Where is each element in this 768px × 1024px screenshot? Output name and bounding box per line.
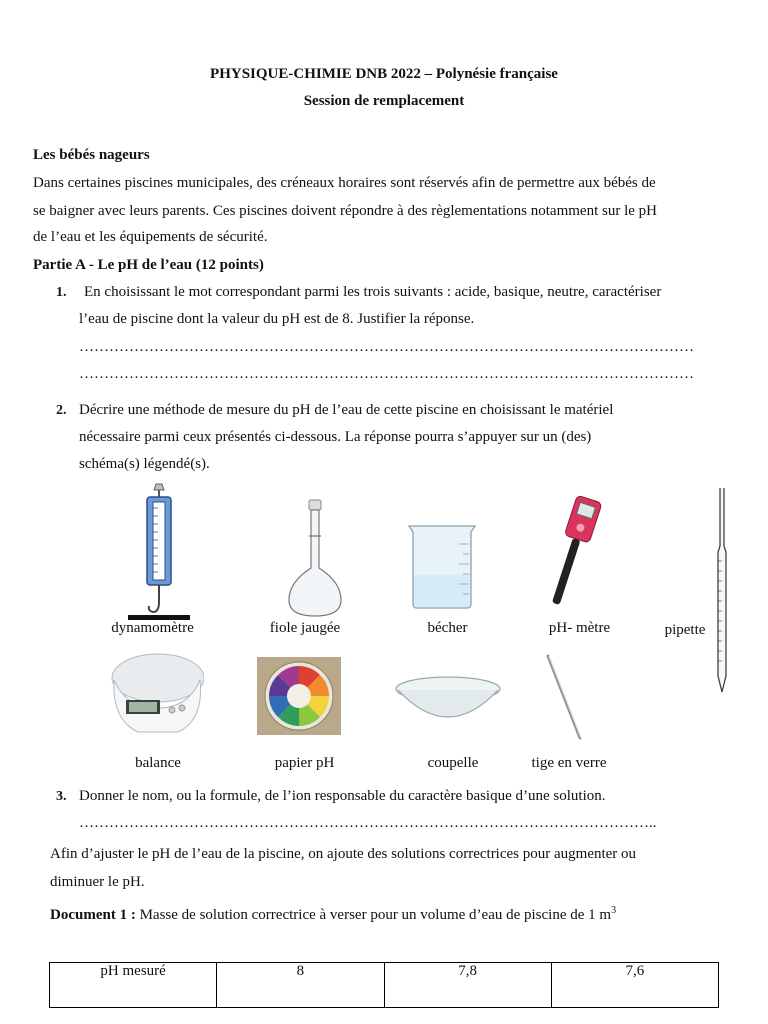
label-papier-ph: papier pH <box>274 755 335 771</box>
dynamometer-image <box>125 480 195 622</box>
balance-image <box>108 650 204 738</box>
document-1-text: Masse de solution correctrice à verser pour un volume d’eau de piscine de 1 m <box>135 907 612 923</box>
table-row <box>50 963 719 1008</box>
beaker-image <box>405 520 479 612</box>
label-coupelle: coupelle <box>427 755 479 771</box>
ph-meter-image <box>545 495 605 613</box>
label-becher: bécher <box>427 620 468 636</box>
table-cell-ph-7-6: 7,6 <box>551 963 718 1008</box>
answer-line[interactable]: …………………………………………………………………………………………………………… <box>79 366 694 382</box>
answer-line[interactable]: …………………………………………………………………………………………………………… <box>79 339 694 355</box>
watch-glass-image <box>393 673 503 721</box>
section-heading: Les bébés nageurs <box>33 147 150 163</box>
question-1-line-2: l’eau de piscine dont la valeur du pH est de 8. Justifier la réponse. <box>79 311 475 327</box>
part-a-heading: Partie A - Le pH de l’eau (12 points) <box>33 257 264 273</box>
volumetric-flask-image <box>285 498 347 620</box>
question-3-number: 3. <box>56 789 67 804</box>
label-fiole-jaugee: fiole jaugée <box>269 620 341 636</box>
answer-line[interactable]: …………………………………………………………………………………………………….. <box>79 815 657 831</box>
page-subtitle: Session de remplacement <box>303 93 465 109</box>
question-1-line-1: En choisissant le mot correspondant parmi les trois suivants : acide, basique, neutre, caractériser <box>84 284 662 300</box>
question-3-line: Donner le nom, ou la formule, de l’ion responsable du caractère basique d’une solution. <box>79 788 606 804</box>
intro-line-2: se baigner avec leurs parents. Ces piscines doivent répondre à des règlementations notamment sur le pH <box>33 203 657 219</box>
document-1-caption <box>50 905 616 924</box>
question-1-number: 1. <box>56 285 67 300</box>
document-1-label: Document 1 : <box>50 907 136 923</box>
question-2-line-1: Décrire une méthode de mesure du pH de l’eau de cette piscine en choisissant le matériel <box>79 402 614 418</box>
document-1-table <box>49 962 719 1008</box>
table-cell-ph-8: 8 <box>217 963 384 1008</box>
label-dynamometre: dynamomètre <box>111 620 194 636</box>
adjust-line-1: Afin d’ajuster le pH de l’eau de la piscine, on ajoute des solutions correctrices pour augmenter ou <box>50 846 637 862</box>
table-cell-ph-7-8: 7,8 <box>384 963 551 1008</box>
label-tige-en-verre: tige en verre <box>531 755 607 771</box>
question-2-line-2: nécessaire parmi ceux présentés ci-dessous. La réponse pourra s’appuyer sur un (des) <box>79 429 592 445</box>
glass-rod-image <box>540 650 590 744</box>
pipette-image <box>712 486 734 698</box>
table-cell-ph-mesure: pH mesuré <box>50 963 217 1008</box>
question-2-number: 2. <box>56 403 67 418</box>
question-2-line-3: schéma(s) légendé(s). <box>79 456 210 472</box>
intro-line-3: de l’eau et les équipements de sécurité. <box>33 229 268 245</box>
adjust-line-2: diminuer le pH. <box>50 874 145 890</box>
intro-line-1: Dans certaines piscines municipales, des créneaux horaires sont réservés afin de permettre aux bébés de <box>33 175 656 191</box>
ph-paper-image <box>257 657 341 735</box>
document-1-exponent: 3 <box>611 905 617 916</box>
page-title: PHYSIQUE-CHIMIE DNB 2022 – Polynésie française <box>210 66 558 82</box>
label-balance: balance <box>135 755 181 771</box>
label-ph-metre: pH- mètre <box>548 620 611 636</box>
label-pipette: pipette <box>664 622 706 638</box>
